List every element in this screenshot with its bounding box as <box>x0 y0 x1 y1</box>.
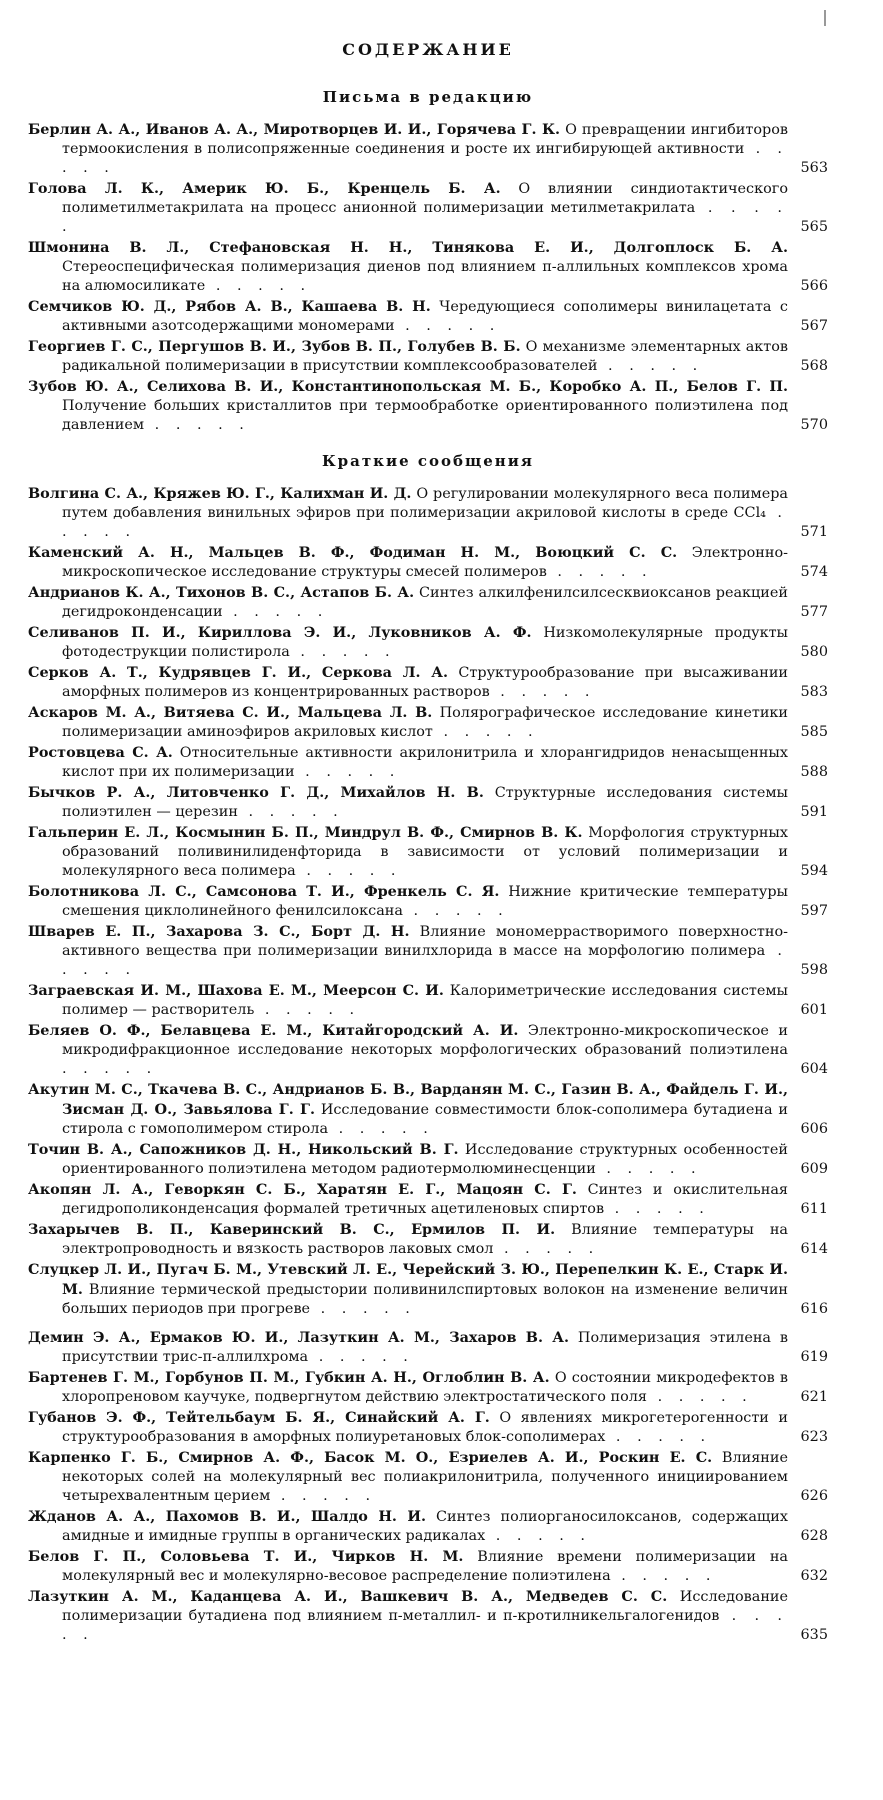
toc-entry-page: 598 <box>800 962 828 978</box>
toc-entry-leader: . . . . . <box>237 804 344 820</box>
toc-entry <box>28 1021 828 1079</box>
toc-entry-page: 611 <box>800 1201 828 1217</box>
toc-entry-authors: Серков А. Т., Кудрявцев Г. И., Серкова Л. А. <box>28 664 449 681</box>
toc-entry-leader: . . . . . <box>144 417 250 433</box>
toc-entry-title: Исследование структурных особенностей ориентированного полиэтилена методом радиотермолюминесценции <box>62 1142 788 1177</box>
toc-entry-authors: Демин Э. А., Ермаков Ю. И., Лазуткин А. М., Захаров В. А. <box>28 1329 570 1346</box>
toc-entry-authors: Жданов А. А., Пахомов В. И., Шалдо Н. И. <box>28 1508 426 1525</box>
toc-entry-authors: Берлин А. А., Иванов А. А., Миротворцев И. И., Горячева Г. К. <box>28 121 561 138</box>
toc-entry <box>28 120 828 178</box>
toc-entry-leader: . . . . . <box>546 564 653 580</box>
toc-entry-page: 626 <box>800 1488 828 1504</box>
toc-entry-title: Синтез и окислительная дегидрополиконденсация формалей третичных ацетиленовых спиртов <box>62 1182 788 1217</box>
section-heading-letters: Письма в редакцию <box>322 88 534 106</box>
toc-entry-text <box>28 743 788 782</box>
toc-entry <box>28 583 828 622</box>
toc-entry-page: 621 <box>800 1389 828 1405</box>
toc-entry-authors: Лазуткин А. М., Каданцева А. И., Вашкевич В. А., Медведев С. С. <box>28 1588 668 1605</box>
toc-entry <box>28 1368 828 1407</box>
toc-entry-title: Электронно-микроскопическое и микродифракционное исследование некоторых морфологических образований полиэтилена <box>62 1023 788 1058</box>
toc-entry-text <box>28 823 788 881</box>
toc-entry-authors: Шварев Е. П., Захарова З. С., Борт Д. Н. <box>28 923 410 940</box>
toc-entry-title: Относительные активности акрилонитрила и хлорангидридов ненасыщенных кислот при их полимеризации <box>62 745 788 780</box>
toc-entry-page: 567 <box>800 318 828 334</box>
toc-entry-page: 616 <box>800 1301 828 1317</box>
toc-entry <box>28 1260 828 1319</box>
toc-entry-authors: Захарычев В. П., Каверинский В. С., Ермилов П. И. <box>28 1221 556 1238</box>
toc-entry <box>28 377 828 435</box>
toc-entry <box>28 484 828 542</box>
toc-entry-leader: . . . . . <box>489 684 596 700</box>
toc-entry-text <box>28 1507 788 1546</box>
toc-entry-text <box>28 1260 788 1319</box>
toc-entry <box>28 1080 828 1139</box>
toc-entry <box>28 623 828 662</box>
toc-entry-title: Полимеризация этилена в присутствии трис-π-аллилхрома <box>62 1330 788 1365</box>
toc-entry-page: 563 <box>800 160 828 176</box>
toc-entry-leader: . . . . . <box>328 1121 434 1137</box>
toc-entry-title: Влияние мономеррастворимого поверхностно-активного вещества при полимеризации винилхлорида в массе на морфологию полимера <box>62 924 789 959</box>
toc-entry-text <box>28 1180 788 1219</box>
toc-entry-text <box>28 623 788 662</box>
toc-entry-text <box>28 297 788 336</box>
toc-entry-title: Исследование полимеризации бутадиена под влиянием π-металлил- и π-кротилникельгалогенидов <box>62 1589 789 1624</box>
toc-entry-authors: Карпенко Г. Б., Смирнов А. Ф., Басок М. О., Езриелев А. И., Роскин Е. С. <box>28 1449 713 1466</box>
toc-entry-title: Электронно-микроскопическое исследование структуры смесей полимеров <box>62 545 788 580</box>
toc-entry-text <box>28 337 788 376</box>
toc-entry-leader: . . . . . <box>62 505 788 540</box>
toc-entry-title: Структурные исследования системы полиэтилен — церезин <box>62 785 788 820</box>
toc-entry <box>28 663 828 702</box>
toc-entry-leader: . . . . . <box>62 1061 158 1077</box>
toc-entry-authors: Ростовцева С. А. <box>28 744 173 761</box>
toc-entry <box>28 703 828 742</box>
toc-entry <box>28 1220 828 1259</box>
toc-entry <box>28 743 828 782</box>
toc-entry-text <box>28 179 788 237</box>
toc-entry-text <box>28 583 788 622</box>
toc-entry-text <box>28 663 788 702</box>
toc-entry <box>28 922 828 980</box>
toc-entry-authors: Волгина С. А., Кряжев Ю. Г., Калихман И. Д. <box>28 485 412 502</box>
toc-entry-authors: Заграевская И. М., Шахова Е. М., Меерсон С. И. <box>28 982 444 999</box>
toc-entry-leader: . . . . . <box>62 200 788 235</box>
toc-entry-leader: . . . . . <box>394 318 501 334</box>
toc-entry-text <box>28 484 788 542</box>
section-heading-short-reports: Краткие сообщения <box>322 452 534 470</box>
toc-entry-page: 583 <box>800 684 828 700</box>
toc-entry <box>28 823 828 881</box>
toc-entry-authors: Каменский А. Н., Мальцев В. Ф., Фодиман Н. М., Воюцкий С. С. <box>28 544 678 561</box>
toc-entry-leader: . . . . . <box>310 1301 416 1317</box>
toc-entry-authors: Аскаров М. А., Витяева С. И., Мальцева Л. В. <box>28 704 433 721</box>
toc-entry-page: 565 <box>800 219 828 235</box>
toc-entry-title: Калориметрические исследования системы полимер — растворитель <box>62 983 789 1018</box>
toc-entry-page: 623 <box>800 1429 828 1445</box>
toc-entry-page: 570 <box>800 417 828 433</box>
toc-entry-leader: . . . . . <box>62 943 788 978</box>
toc-entry-authors: Бычков Р. А., Литовченко Г. Д., Михайлов Н. В. <box>28 784 484 801</box>
toc-entry-page: 628 <box>800 1528 828 1544</box>
toc-entry-title: Нижние критические температуры смешения циклолинейного фенилсилоксана <box>62 884 789 919</box>
toc-entry-authors: Губанов Э. Ф., Тейтельбаум Б. Я., Синайский А. Г. <box>28 1409 490 1426</box>
toc-entry-text <box>28 1368 788 1407</box>
toc-entry-leader: . . . . . <box>610 1568 717 1584</box>
toc-entry-text <box>28 1448 788 1506</box>
toc-entry-text <box>28 1021 788 1079</box>
toc-entry-leader: . . . . . <box>254 1002 361 1018</box>
toc-entry-page: 604 <box>800 1061 828 1077</box>
toc-entry-page: 597 <box>800 903 828 919</box>
toc-entry-authors: Голова Л. К., Америк Ю. Б., Кренцель Б. А. <box>28 180 501 197</box>
toc-entry-leader: . . . . . <box>295 863 402 879</box>
toc-entry-text <box>28 377 788 435</box>
toc-entry-authors: Болотникова Л. С., Самсонова Т. И., Френкель С. Я. <box>28 883 500 900</box>
toc-entry-title: Влияние термической предыстории поливинилспиртовых волокон на изменение величин больших периодов при прогреве <box>62 1282 789 1317</box>
toc-entry-page: 609 <box>800 1161 828 1177</box>
toc-entry-page: 574 <box>800 564 828 580</box>
section-letters-list <box>28 120 828 436</box>
toc-entry-title: Структурообразование при высаживании аморфных полимеров из концентрированных растворов <box>62 665 788 700</box>
toc-entry <box>28 882 828 921</box>
toc-entry-authors: Бартенев Г. М., Горбунов П. М., Губкин А. Н., Оглоблин В. А. <box>28 1369 550 1386</box>
toc-entry-title: Исследование совместимости блок-сополимера бутадиена и стирола с гомополимером стирола <box>62 1102 788 1137</box>
toc-entry-text <box>28 703 788 742</box>
toc-entry-title: Получение больших кристаллитов при термообработке ориентированного полиэтилена под давлением <box>62 398 788 433</box>
toc-entry-leader: . . . . . <box>485 1528 591 1544</box>
toc-entry <box>28 1547 828 1586</box>
toc-entry-page: 632 <box>800 1568 828 1584</box>
toc-entry-page: 614 <box>800 1241 828 1257</box>
toc-entry <box>28 981 828 1020</box>
toc-entry-text <box>28 922 788 980</box>
toc-entry-title: О явлениях микрогетерогенности и структурообразования в аморфных полиуретановых блок-сополимерах <box>62 1410 788 1445</box>
toc-entry-leader: . . . . . <box>605 1429 712 1445</box>
toc-entry <box>28 297 828 336</box>
toc-entry <box>28 1507 828 1546</box>
toc-entry-authors: Беляев О. Ф., Белавцева Е. М., Китайгородский А. И. <box>28 1022 519 1039</box>
toc-entry-authors: Слуцкер Л. И., Пугач Б. М., Утевский Л. Е., Черейский З. Ю., Перепелкин К. Е., Старк И. М. <box>28 1261 788 1298</box>
toc-entry-leader: . . . . . <box>205 278 312 294</box>
toc-entry-authors: Георгиев Г. С., Пергушов В. И., Зубов В. П., Голубев В. Б. <box>28 338 521 355</box>
toc-entry-title: Влияние температуры на электропроводность и вязкость растворов лаковых смол <box>62 1222 789 1257</box>
toc-entry <box>28 1180 828 1219</box>
toc-entry-page: 594 <box>800 863 828 879</box>
toc-entry-authors: Точин В. А., Сапожников Д. Н., Никольский В. Г. <box>28 1141 459 1158</box>
toc-entry-leader: . . . . . <box>222 604 329 620</box>
toc-entry-authors: Селиванов П. И., Кириллова Э. И., Луковников А. Ф. <box>28 624 532 641</box>
toc-entry-leader: . . . . . <box>595 1161 702 1177</box>
toc-entry <box>28 337 828 376</box>
toc-entry-page: 566 <box>800 278 828 294</box>
toc-entry-title: Стереоспецифическая полимеризация диенов под влиянием π-аллильных комплексов хрома на алюмосиликате <box>62 259 788 294</box>
toc-entry-authors: Белов Г. П., Соловьева Т. И., Чирков Н. М. <box>28 1548 464 1565</box>
toc-entry-page: 588 <box>800 764 828 780</box>
toc-entry-title: Синтез алкилфенилсилсесквиоксанов реакцией дегидроконденсации <box>62 585 789 620</box>
toc-entry <box>28 543 828 582</box>
toc-entry-authors: Акопян Л. А., Геворкян С. Б., Харатян Е. Г., Мацоян С. Г. <box>28 1181 577 1198</box>
toc-entry-text <box>28 1328 788 1367</box>
toc-entry-leader: . . . . . <box>62 141 788 176</box>
toc-entry-text <box>28 783 788 822</box>
toc-entry-text <box>28 1587 788 1645</box>
toc-entry-text <box>28 543 788 582</box>
toc-entry-title: О превращении ингибиторов термоокисления в полисопряженные соединения и росте их ингибирующей активности <box>62 122 788 157</box>
toc-entry-leader: . . . . . <box>493 1241 600 1257</box>
group-gap <box>28 1320 828 1328</box>
toc-entry <box>28 1328 828 1367</box>
toc-entry-title: О регулировании молекулярного веса полимера путем добавления винильных эфиров при полимеризации акриловой кислоты в среде CCl₄ <box>62 486 788 521</box>
toc-entry-authors: Акутин М. С., Ткачева В. С., Андрианов Б. В., Варданян М. С., Газин В. А., Файдель Г. И., Зисман Д. О., Завьялова Г. Г. <box>28 1081 788 1118</box>
toc-entry-title: Влияние времени полимеризации на молекулярный вес и молекулярно-весовое распределение полиэтилена <box>62 1549 788 1584</box>
toc-entry-page: 571 <box>800 524 828 540</box>
toc-entry <box>28 1587 828 1645</box>
toc-entry <box>28 783 828 822</box>
toc-entry-page: 601 <box>800 1002 828 1018</box>
toc-entry-leader: . . . . . <box>647 1389 753 1405</box>
toc-entry-page: 635 <box>800 1627 828 1643</box>
toc-entry-leader: . . . . . <box>62 1608 788 1643</box>
toc-entry-leader: . . . . . <box>294 764 401 780</box>
toc-entry-text <box>28 1547 788 1586</box>
toc-entry-page: 591 <box>800 804 828 820</box>
toc-entry-page: 619 <box>800 1349 828 1365</box>
toc-entry-authors: Семчиков Ю. Д., Рябов А. В., Кашаева В. Н. <box>28 298 431 315</box>
contents-page <box>28 0 828 1800</box>
toc-entry-leader: . . . . . <box>604 1201 710 1217</box>
toc-entry-text <box>28 882 788 921</box>
toc-entry-text <box>28 238 788 296</box>
page-title: СОДЕРЖАНИЕ <box>342 40 514 59</box>
toc-entry-page: 585 <box>800 724 828 740</box>
toc-entry-authors: Шмонина В. Л., Стефановская Н. Н., Тинякова Е. И., Долгоплоск Б. А. <box>28 239 788 256</box>
section-short-reports-list <box>28 484 828 1646</box>
toc-entry-title: Низкомолекулярные продукты фотодеструкции полистирола <box>62 625 788 660</box>
toc-entry <box>28 1140 828 1179</box>
toc-entry-title: О состоянии микродефектов в хлоропреновом каучуке, подвергнутом действию электростатического поля <box>62 1370 789 1405</box>
toc-entry-text <box>28 1140 788 1179</box>
toc-entry <box>28 238 828 296</box>
toc-entry-page: 606 <box>800 1121 828 1137</box>
toc-entry-text <box>28 1080 788 1139</box>
toc-entry-text <box>28 981 788 1020</box>
toc-entry-leader: . . . . . <box>432 724 539 740</box>
toc-entry-page: 577 <box>800 604 828 620</box>
toc-entry-title: Морфология структурных образований поливинилиденфторида в зависимости от условий полимеризации и молекулярного веса полимера <box>62 825 789 879</box>
toc-entry-text <box>28 1220 788 1259</box>
toc-entry-title: Полярографическое исследование кинетики полимеризации аминоэфиров акриловых кислот <box>62 705 788 740</box>
toc-entry-text <box>28 1408 788 1447</box>
toc-entry-title: Синтез полиорганосилоксанов, содержащих амидные и имидные группы в органических радикалах <box>62 1509 788 1544</box>
toc-entry-authors: Андрианов К. А., Тихонов В. С., Астапов Б. А. <box>28 584 415 601</box>
toc-entry-leader: . . . . . <box>308 1349 414 1365</box>
toc-entry-title: Чередующиеся сополимеры винилацетата с активными азотсодержащими мономерами <box>62 299 788 334</box>
toc-entry-title: О влиянии синдиотактического полиметилметакрилата на процесс анионной полимеризации метилметакрилата <box>62 181 788 216</box>
toc-entry-leader: . . . . . <box>289 644 396 660</box>
toc-entry-text <box>28 120 788 178</box>
toc-entry-authors: Гальперин Е. Л., Космынин Б. П., Миндрул В. Ф., Смирнов В. К. <box>28 824 583 841</box>
toc-entry-leader: . . . . . <box>597 358 704 374</box>
toc-entry-page: 580 <box>800 644 828 660</box>
toc-entry-page: 568 <box>800 358 828 374</box>
toc-entry <box>28 179 828 237</box>
toc-entry-leader: . . . . . <box>270 1488 377 1504</box>
toc-entry-title: Влияние некоторых солей на молекулярный вес полиакрилонитрила, полученного инициированием четырехвалентным церием <box>62 1450 788 1504</box>
toc-entry <box>28 1448 828 1506</box>
toc-entry-leader: . . . . . <box>402 903 509 919</box>
toc-entry <box>28 1408 828 1447</box>
toc-entry-authors: Зубов Ю. А., Селихова В. И., Константинопольская М. Б., Коробко А. П., Белов Г. П. <box>28 378 788 395</box>
toc-entry-title: О механизме элементарных актов радикальной полимеризации в присутствии комплексообразователей <box>62 339 788 374</box>
